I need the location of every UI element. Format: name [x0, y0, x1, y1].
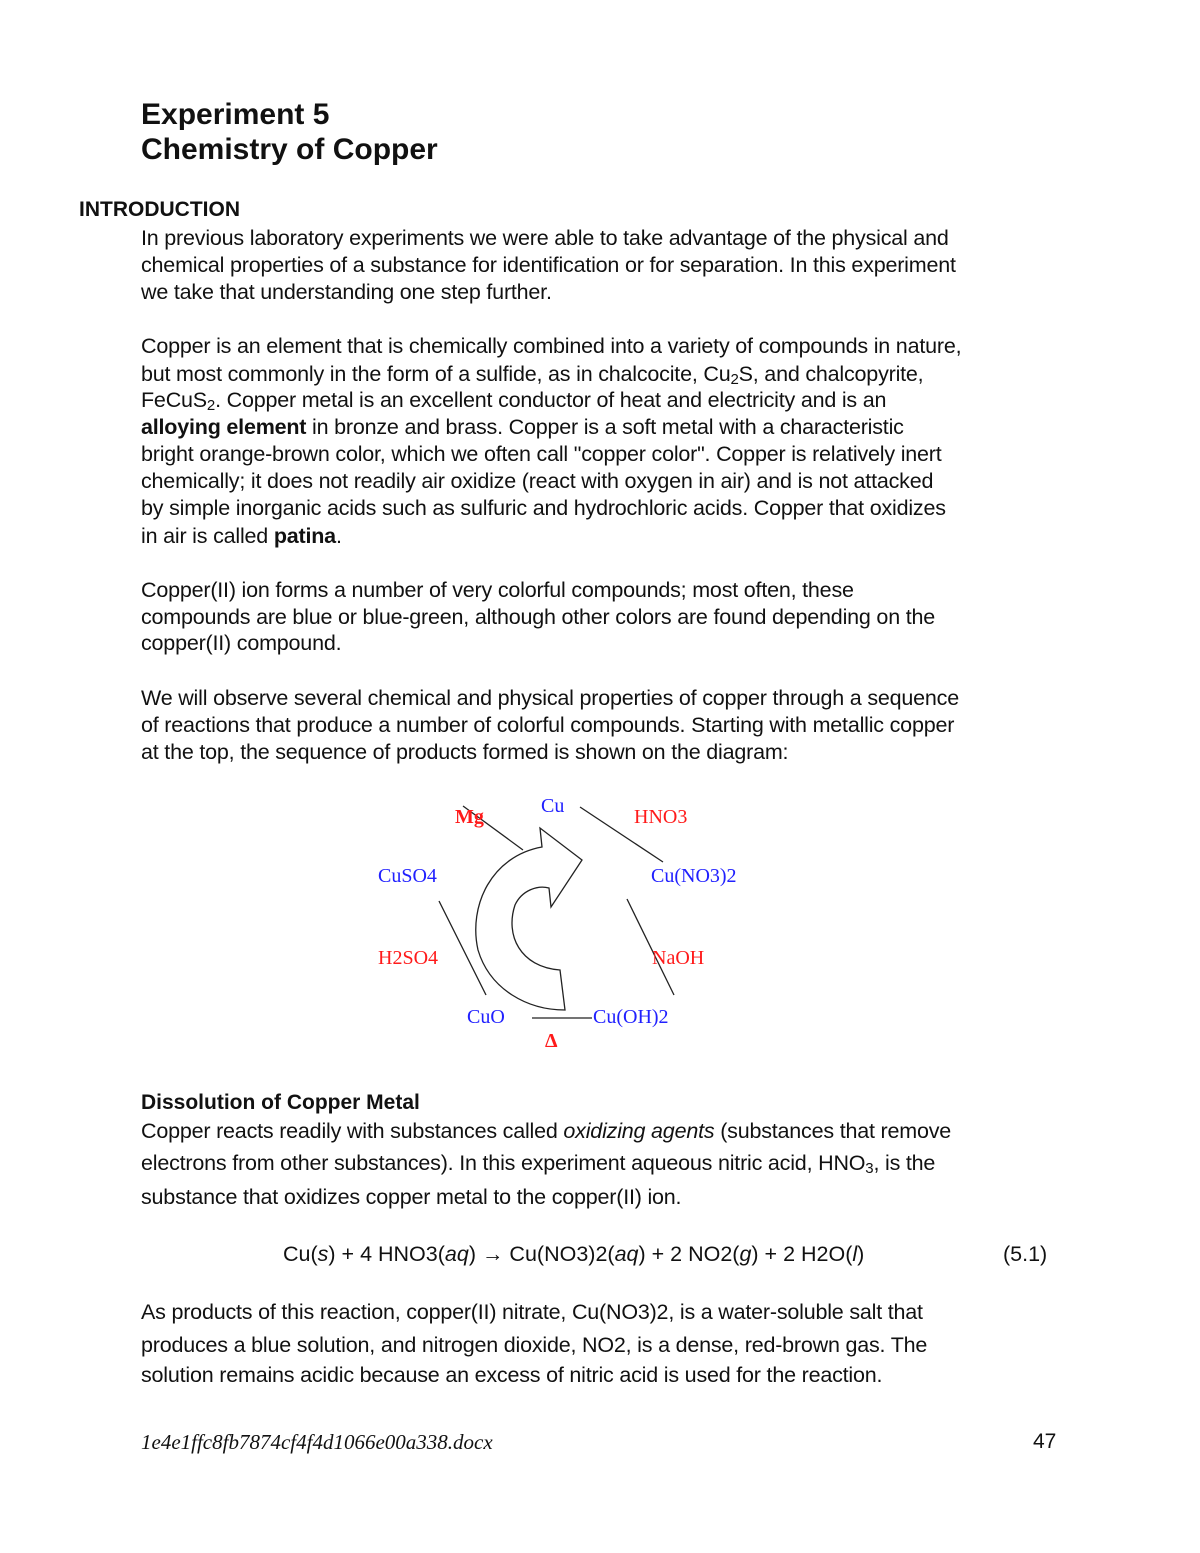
text-segment: in bronze and brass. Copper is a soft metal with a characteristic [306, 415, 904, 439]
text-segment: ) + 2 H2O( [751, 1242, 853, 1266]
text-segment: FeCuS [141, 388, 207, 412]
text-segment: chemical properties of a substance for identification or for separation. In this experiment [141, 253, 956, 277]
text-segment: we take that understanding one step further. [141, 280, 552, 304]
text-segment: compounds are blue or blue-green, although other colors are found depending on the [141, 605, 936, 629]
text-segment: ) + 2 NO2( [638, 1242, 740, 1266]
label-cu-oh-2: Cu(OH)2 [593, 1006, 669, 1028]
page-title: Chemistry of Copper [141, 133, 438, 166]
italic-term: oxidizing agents [563, 1119, 715, 1143]
bold-term: patina [273, 524, 336, 548]
text-segment: . [335, 524, 342, 548]
text-segment: We will observe several chemical and physical properties of copper through a sequence [141, 686, 959, 710]
text-segment: Copper is an element that is chemically combined into a variety of compounds in nature, [141, 334, 962, 358]
label-heat: Δ [545, 1030, 558, 1052]
label-cuo: CuO [467, 1006, 505, 1028]
text-segment: Copper(II) ion forms a number of very colorful compounds; most often, these [141, 578, 854, 602]
text-line [141, 1332, 927, 1358]
label-naoh: NaOH [652, 947, 705, 969]
text-segment: but most commonly in the form of a sulfide, as in chalcocite, Cu [141, 362, 731, 386]
text-segment: Copper reacts readily with substances called [141, 1119, 564, 1143]
dissolution-heading: Dissolution of Copper Metal [141, 1091, 420, 1114]
bold-term: alloying element [141, 415, 307, 439]
subscript: 3 [865, 1160, 874, 1177]
text-segment: In previous laboratory experiments we were able to take advantage of the physical and [141, 226, 949, 250]
text-segment: solution remains acidic because an excess of nitric acid is used for the reaction. [141, 1363, 883, 1387]
italic-term: aq [614, 1242, 639, 1266]
text-segment: produces a blue solution, and nitrogen dioxide, NO2, is a dense, red-brown gas. The [141, 1333, 928, 1357]
introduction-heading: INTRODUCTION [79, 198, 240, 221]
text-segment: by simple inorganic acids such as sulfuric and hydrochloric acids. Copper that oxidizes [141, 496, 946, 520]
text-segment: bright orange-brown color, which we often call "copper color". Copper is relatively inert [141, 442, 942, 466]
text-segment: , is the [873, 1151, 936, 1175]
text-segment: As products of this reaction, copper(II) nitrate, Cu(NO3)2, is a water-soluble salt that [141, 1300, 923, 1324]
text-segment: (substances that remove [714, 1119, 952, 1143]
text-segment: substance that oxidizes copper metal to the copper(II) ion. [141, 1185, 682, 1209]
label-cu: Cu [541, 795, 565, 817]
text-segment: in air is called [141, 524, 274, 548]
text-segment: electrons from other substances). In this experiment aqueous nitric acid, HNO [141, 1151, 866, 1175]
italic-term: s [317, 1242, 329, 1266]
page-number: 47 [1033, 1430, 1057, 1453]
text-segment: copper(II) compound. [141, 631, 342, 655]
text-segment: S, and chalcopyrite, [738, 362, 924, 386]
text-line [141, 1184, 681, 1210]
footer-filename: 1e4e1ffc8fb7874cf4f4d1066e00a338.docx [141, 1430, 493, 1454]
label-cuso4: CuSO4 [378, 865, 437, 887]
text-segment: Cu( [283, 1242, 318, 1266]
text-segment: chemically; it does not readily air oxidize (react with oxygen in air) and is not attacked [141, 469, 934, 493]
text-segment: of reactions that produce a number of colorful compounds. Starting with metallic copper [141, 713, 955, 737]
experiment-number: Experiment 5 [141, 98, 330, 131]
text-segment: ) + 4 HNO3( [328, 1242, 445, 1266]
text-line [141, 1362, 882, 1388]
label-mg: Mg [455, 806, 484, 828]
label-hno3: HNO3 [634, 806, 688, 828]
label-cu-no3-2: Cu(NO3)2 [651, 865, 737, 887]
text-line [141, 1299, 923, 1325]
italic-term: g [739, 1242, 752, 1266]
italic-term: l [852, 1242, 858, 1266]
text-line [141, 1150, 935, 1182]
subscript: 2 [730, 371, 739, 388]
equation-number: (5.1) [1003, 1242, 1048, 1266]
subscript: 2 [206, 397, 216, 414]
cycle-arrow-icon [476, 828, 582, 1010]
text-segment: ) [857, 1242, 865, 1266]
reaction-equation [283, 1242, 864, 1267]
text-segment: . Copper metal is an excellent conductor of heat and electricity and is an [215, 388, 887, 412]
text-segment: at the top, the sequence of products formed is shown on the diagram: [141, 740, 789, 764]
text-segment: ) → Cu(NO3)2( [468, 1242, 615, 1266]
label-h2so4: H2SO4 [378, 947, 439, 969]
italic-term: aq [444, 1242, 469, 1266]
text-line [141, 1118, 951, 1144]
